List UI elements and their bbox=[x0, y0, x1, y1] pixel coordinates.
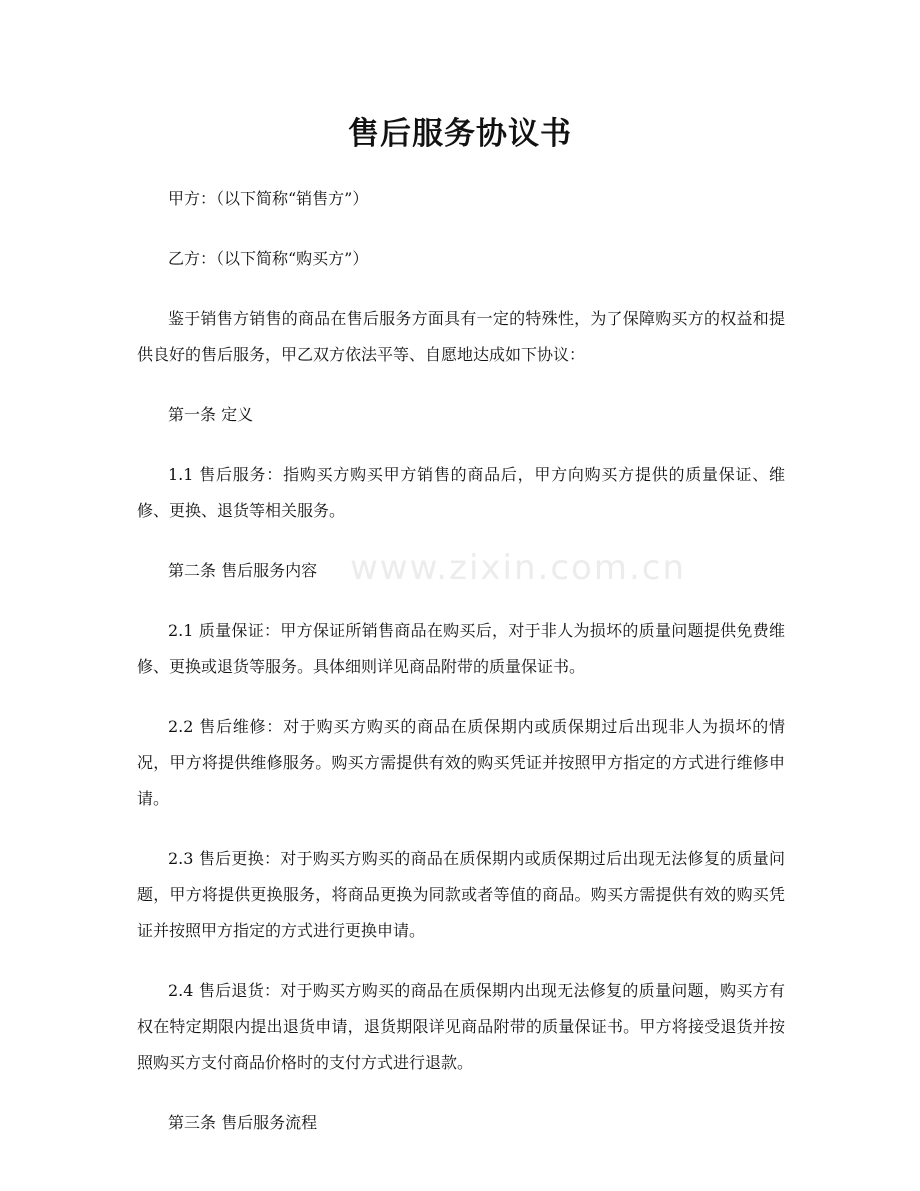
watermark: www.zixin.com.cn bbox=[350, 548, 686, 588]
article-1-heading: 第一条 定义 bbox=[168, 405, 254, 424]
article-3-heading: 第三条 售后服务流程 bbox=[168, 1113, 318, 1132]
preamble-paragraph: 鉴于销售方销售的商品在售后服务方面具有一定的特殊性，为了保障购买方的权益和提供良好的售后服务，甲乙双方依法平等、自愿地达成如下协议： bbox=[137, 309, 785, 364]
article-2-heading: 第二条 售后服务内容 bbox=[168, 561, 318, 580]
document-body bbox=[137, 181, 785, 1165]
clause-2-3: 2.3 售后更换：对于购买方购买的商品在质保期内或质保期过后出现无法修复的质量问题，甲方将提供更换服务，将商品更换为同款或者等值的商品。购买方需提供有效的购买凭证并按照甲方指定的方式进行更换申请。 bbox=[137, 849, 785, 940]
clause-2-4: 2.4 售后退货：对于购买方购买的商品在质保期内出现无法修复的质量问题，购买方有权在特定期限内提出退货申请，退货期限详见商品附带的质量保证书。甲方将接受退货并按照购买方支付商品价格时的支付方式进行退款。 bbox=[137, 981, 785, 1072]
clause-2-2: 2.2 售后维修：对于购买方购买的商品在质保期内或质保期过后出现非人为损坏的情况，甲方将提供维修服务。购买方需提供有效的购买凭证并按照甲方指定的方式进行维修申请。 bbox=[137, 717, 785, 808]
clause-2-1: 2.1 质量保证：甲方保证所销售商品在购买后，对于非人为损坏的质量问题提供免费维修、更换或退货等服务。具体细则详见商品附带的质量保证书。 bbox=[137, 621, 785, 676]
document-title: 售后服务协议书 bbox=[348, 116, 572, 152]
party-a-line: 甲方：（以下简称“销售方”） bbox=[168, 189, 369, 208]
party-b-line: 乙方：（以下简称“购买方”） bbox=[168, 249, 369, 268]
clause-1-1: 1.1 售后服务：指购买方购买甲方销售的商品后，甲方向购买方提供的质量保证、维修、更换、退货等相关服务。 bbox=[137, 465, 785, 520]
